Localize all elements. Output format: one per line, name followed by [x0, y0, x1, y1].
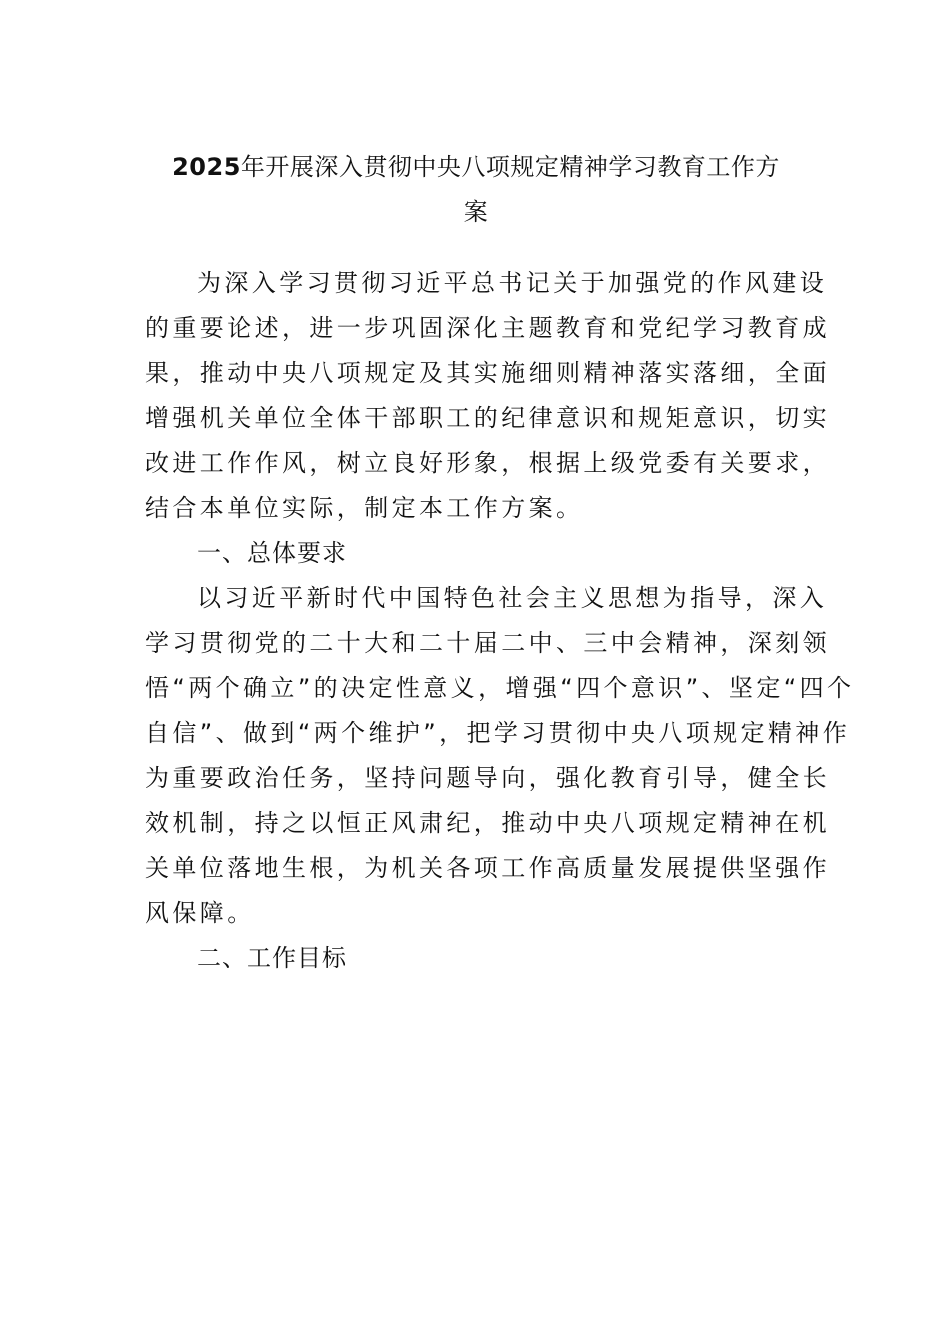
document-body [145, 145, 855, 981]
title-line-2: 案 [463, 198, 489, 226]
paragraph-line: 改进工作作风，树立良好形象，根据上级党委有关要求， [145, 449, 830, 477]
paragraph-line: 关单位落地生根，为机关各项工作高质量发展提供坚强作 [145, 854, 830, 882]
paragraph-line: 效机制，持之以恒正风肃纪，推动中央八项规定精神在机 [145, 809, 830, 837]
title-line-1 [145, 145, 807, 190]
paragraph-line: 为深入学习贯彻习近平总书记关于加强党的作风建设 [197, 269, 828, 297]
paragraph-line: 学习贯彻党的二十大和二十届二中、三中会精神，深刻领 [145, 629, 830, 657]
paragraph-line: 果，推动中央八项规定及其实施细则精神落实落细，全面 [145, 359, 830, 387]
intro-paragraph [145, 261, 830, 531]
document-title [145, 145, 807, 235]
section-heading-general-requirements: 一、总体要求 [197, 539, 347, 567]
paragraph-line: 为重要政治任务，坚持问题导向，强化教育引导，健全长 [145, 764, 830, 792]
paragraph-line: 风保障。 [145, 899, 255, 927]
title-text: 年开展深入贯彻中央八项规定精神学习教育工作方 [240, 153, 780, 181]
paragraph-line: 增强机关单位全体干部职工的纪律意识和规矩意识，切实 [145, 404, 830, 432]
title-year: 2025 [172, 153, 241, 181]
paragraph-line: 的重要论述，进一步巩固深化主题教育和党纪学习教育成 [145, 314, 830, 342]
paragraph-line: 结合本单位实际，制定本工作方案。 [145, 494, 584, 522]
general-requirements-paragraph [145, 576, 855, 936]
paragraph-line: 以习近平新时代中国特色社会主义思想为指导，深入 [197, 584, 828, 612]
paragraph-line: 自信”、做到“两个维护”，把学习贯彻中央八项规定精神作 [145, 719, 851, 747]
paragraph-line: 悟“两个确立”的决定性意义，增强“四个意识”、坚定“四个 [145, 674, 855, 702]
section-heading-work-goals: 二、工作目标 [197, 944, 347, 972]
